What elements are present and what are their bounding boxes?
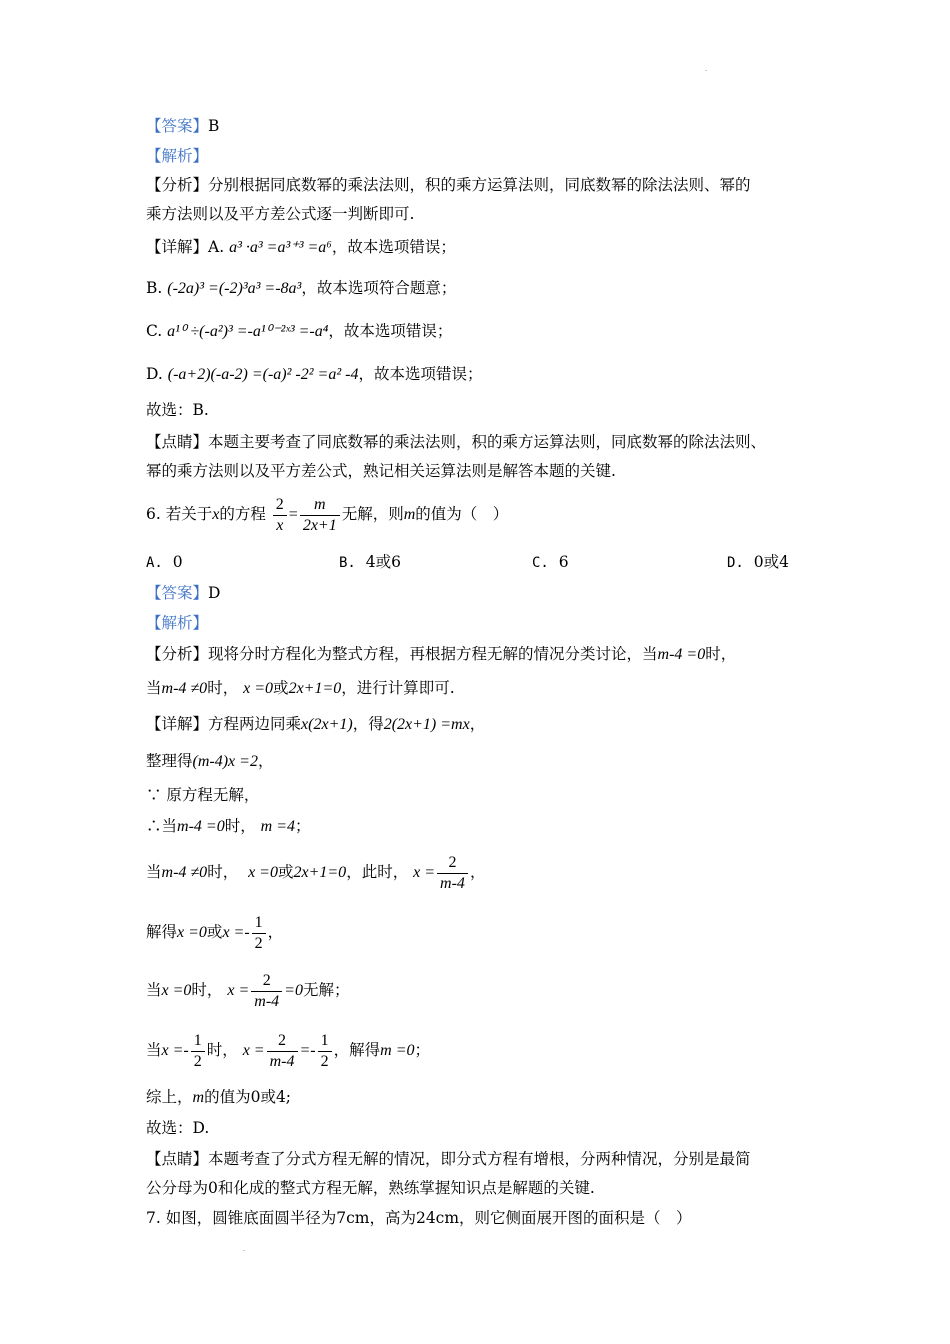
fraction-2-over-x — [273, 495, 287, 536]
stem-text: 的值为（ ） — [415, 505, 509, 523]
text: 当 — [146, 863, 162, 881]
var-x: x — [212, 506, 220, 523]
formula: x = — [227, 982, 250, 999]
formula: m-4 ≠0 — [161, 864, 208, 881]
dianjing-text: 本题考查了分式方程无解的情况，即分式方程有增根，分两种情况，分别是最简 — [208, 1150, 751, 1168]
q5-fenxi-line1 — [146, 174, 751, 196]
q6-fenxi-line2 — [146, 677, 455, 700]
result-text: ，故本选项错误； — [358, 365, 483, 383]
fraction — [437, 853, 468, 894]
q5-analysis-label: 【解析】 — [146, 147, 209, 165]
formula: x(2x+1) — [301, 716, 353, 733]
option-letter: A. — [146, 555, 163, 571]
denominator: m-4 — [267, 1051, 298, 1072]
numerator: 1 — [193, 1031, 202, 1049]
fenxi-text: 分别根据同底数幂的乘法法则，积的乘方运算法则，同底数幂的除法法则、幂的 — [208, 176, 751, 194]
detail-label: 【详解】 — [146, 715, 209, 733]
text: ∴当 — [146, 817, 178, 835]
fraction — [191, 1031, 205, 1072]
q5-dianjing-line1 — [146, 431, 766, 453]
fenxi-text: 现将分时方程化为整式方程，再根据方程无解的情况分类讨论，当 — [208, 645, 658, 663]
detail-label: 【详解】 — [146, 238, 209, 256]
numerator: 2 — [448, 853, 457, 871]
formula: 2x+1=0 — [293, 864, 347, 881]
text: ，得 — [352, 715, 384, 733]
option-value: 6 — [558, 553, 569, 571]
option-c — [532, 551, 569, 574]
text: 的值为0或4; — [204, 1088, 292, 1106]
option-d — [727, 551, 789, 574]
q7-stem: 7. 如图，圆锥底面圆半径为7cm，高为24cm，则它侧面展开图的面积是（ ） — [146, 1209, 692, 1227]
numerator: 2 — [262, 971, 271, 989]
q5-dianjing-line2: 幂的乘方法则以及平方差公式，熟记相关运算法则是解答本题的关键. — [146, 462, 616, 480]
text: 方程两边同乘 — [208, 715, 302, 733]
formula: m =4 — [260, 818, 296, 835]
formula: x =- — [161, 1042, 189, 1059]
q6-detail-1 — [146, 713, 485, 736]
formula: m-4 ≠0 — [161, 680, 208, 697]
q6-detail-7 — [146, 968, 349, 1013]
dianjing-label: 【点睛】 — [146, 433, 209, 451]
formula: x = — [242, 1042, 265, 1059]
fenxi-label: 【分析】 — [146, 645, 209, 663]
text: 或 — [273, 679, 289, 697]
option-a — [146, 551, 183, 574]
fraction — [318, 1031, 332, 1072]
text: 时， — [206, 1041, 238, 1059]
q6-answer-line — [146, 582, 220, 604]
stem-text: 的方程 — [219, 505, 266, 523]
denominator: m-4 — [251, 991, 282, 1012]
formula: (m-4)x =2 — [192, 753, 258, 770]
result-text: ，故本选项错误； — [328, 322, 453, 340]
answer-value: B — [208, 117, 220, 135]
answer-value: D — [208, 584, 221, 602]
formula: x =0 — [248, 864, 278, 881]
q6-detail-6 — [146, 910, 283, 955]
q6-detail-8 — [146, 1028, 430, 1073]
formula: m-4 =0 — [177, 818, 225, 835]
numerator: 2 — [278, 1031, 287, 1049]
text: ， — [469, 863, 486, 881]
option-prefix: C. — [146, 322, 163, 340]
fenxi-text: 时， — [705, 645, 737, 663]
numerator: 2 — [275, 495, 284, 513]
option-letter: C. — [532, 555, 549, 571]
var-m: m — [403, 506, 416, 523]
q6-stem — [146, 490, 508, 539]
equals-sign: = — [288, 506, 298, 523]
answer-label: 【答案】 — [146, 117, 209, 135]
text: 当 — [146, 1041, 162, 1059]
formula: a³ ·a³ =a³⁺³ =a⁶ — [229, 239, 332, 256]
option-prefix: A. — [208, 238, 225, 256]
option-prefix: B. — [146, 279, 163, 297]
formula: =0 — [284, 982, 303, 999]
text: 时， — [207, 679, 239, 697]
text: ，此时， — [346, 863, 409, 881]
q5-detail-b — [146, 277, 456, 300]
formula: (-2a)³ =(-2)³a³ =-8a³ — [167, 280, 302, 297]
q6-fenxi-line1 — [146, 643, 736, 666]
option-value: 0或4 — [753, 553, 789, 571]
q5-detail-d — [146, 363, 482, 386]
q6-detail-2 — [146, 750, 273, 773]
q5-choose: 故选：B. — [146, 401, 209, 419]
text: ； — [295, 817, 311, 835]
numerator: 1 — [254, 913, 263, 931]
formula: 2(2x+1) =mx — [383, 716, 470, 733]
q5-detail-c — [146, 320, 452, 343]
text: 或 — [206, 923, 223, 941]
formula: x =0 — [161, 982, 192, 999]
text: 整理得 — [146, 752, 193, 770]
option-value: 0 — [172, 553, 183, 571]
denominator: 2 — [252, 933, 266, 954]
formula: 2x+1=0 — [288, 680, 342, 697]
numerator: m — [313, 495, 326, 513]
text: ， — [469, 715, 486, 733]
q6-detail-3: ∵ 原方程无解， — [146, 786, 260, 804]
formula: =- — [299, 1042, 316, 1059]
answer-label: 【答案】 — [146, 584, 209, 602]
formula: (-a+2)(-a-2) =(-a)² -2² =a² -4 — [167, 366, 359, 383]
denominator: 2 — [191, 1051, 205, 1072]
text: 当 — [146, 981, 162, 999]
fraction-m-over-2x1 — [300, 495, 340, 536]
stem-text: 无解，则 — [341, 505, 404, 523]
decorative-dot — [243, 1250, 245, 1251]
q5-detail-a — [146, 236, 456, 259]
q6-summary — [146, 1086, 291, 1109]
text: 综上， — [146, 1088, 193, 1106]
fraction — [251, 971, 282, 1012]
text: 解得 — [146, 923, 178, 941]
text: 或 — [277, 863, 294, 881]
text: ，进行计算即可. — [341, 679, 455, 697]
denominator: 2x+1 — [300, 515, 340, 536]
result-text: ，故本选项错误； — [331, 238, 456, 256]
fraction — [252, 913, 266, 954]
formula: m-4 =0 — [657, 646, 706, 663]
denominator: m-4 — [437, 873, 468, 894]
text: ，解得 — [333, 1041, 381, 1059]
denominator: x — [273, 515, 287, 536]
fraction — [267, 1031, 298, 1072]
formula: m =0 — [380, 1042, 415, 1059]
text: 当 — [146, 679, 162, 697]
option-prefix: D. — [146, 365, 163, 383]
q5-fenxi-line2: 乘方法则以及平方差公式逐一判断即可. — [146, 205, 415, 223]
denominator: 2 — [318, 1051, 332, 1072]
formula: x = — [413, 864, 436, 881]
dianjing-label: 【点睛】 — [146, 1150, 209, 1168]
text: ， — [257, 752, 274, 770]
text: 无解； — [302, 981, 350, 999]
q6-choose: 故选：D. — [146, 1119, 210, 1137]
text: 时， — [224, 817, 256, 835]
q6-dianjing-line1 — [146, 1148, 751, 1170]
q6-dianjing-line2: 公分母为0和化成的整式方程无解，熟练掌握知识点是解题的关键. — [146, 1179, 595, 1197]
dianjing-text: 本题主要考查了同底数幂的乘法法则，积的乘方运算法则，同底数幂的除法法则、 — [208, 433, 767, 451]
q6-detail-4 — [146, 815, 311, 838]
formula: x =- — [222, 924, 250, 941]
formula: a¹⁰ ÷(-a²)³ =-a¹⁰⁻²ˣ³ =-a⁴ — [167, 323, 329, 340]
text: ； — [414, 1041, 431, 1059]
fenxi-label: 【分析】 — [146, 176, 209, 194]
option-letter: D. — [727, 555, 744, 571]
var-m: m — [192, 1089, 205, 1106]
formula: x =0 — [177, 924, 207, 941]
option-b — [339, 551, 401, 574]
option-letter: B. — [339, 555, 356, 571]
q6-analysis-label: 【解析】 — [146, 614, 209, 632]
stem-text: 6. 若关于 — [146, 505, 213, 523]
decorative-dot — [705, 70, 707, 71]
option-value: 4或6 — [365, 553, 401, 571]
text: 时， — [191, 981, 223, 999]
formula: x =0 — [243, 680, 274, 697]
q5-answer-line — [146, 115, 219, 137]
q6-detail-5 — [146, 850, 485, 895]
text: ， — [267, 923, 284, 941]
text: 时， — [207, 863, 239, 881]
numerator: 1 — [320, 1031, 329, 1049]
result-text: ，故本选项符合题意； — [301, 279, 457, 297]
